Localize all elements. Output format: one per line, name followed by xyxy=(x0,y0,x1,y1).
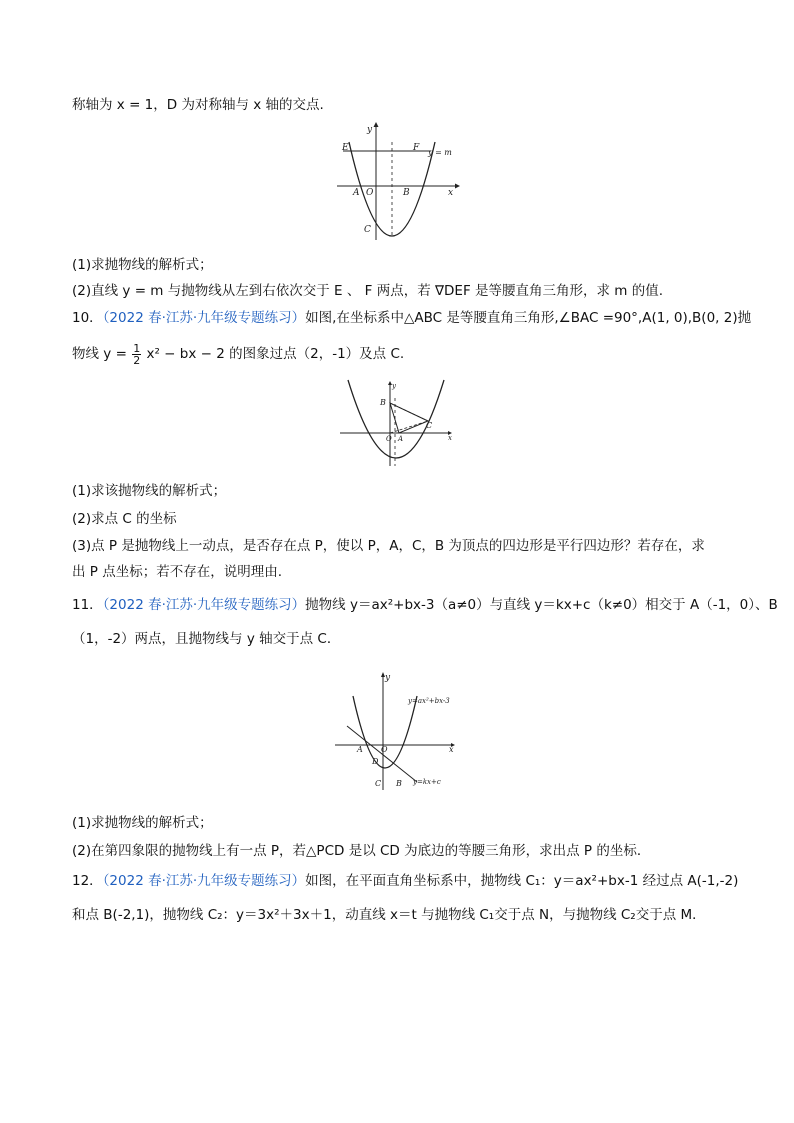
p10-figure xyxy=(338,378,458,468)
p9-label-line: y = m xyxy=(428,148,452,157)
p10-label-A: A xyxy=(398,435,404,443)
p9-label-F: F xyxy=(413,143,420,153)
p11-stem2: （1，-2）两点，且抛物线与 y 轴交于点 C． xyxy=(72,631,341,647)
p10-label-C: C xyxy=(426,421,433,430)
p11-q1: (1)求抛物线的解析式； xyxy=(72,815,213,831)
p11-label-parabola: y=ax²+bx-3 xyxy=(408,697,450,705)
p9-label-y: y xyxy=(367,125,373,135)
p9-label-E: E xyxy=(342,143,349,153)
p12-number: 12． xyxy=(72,873,103,889)
p10-stem-line1 xyxy=(72,309,751,327)
p11-q2: (2)在第四象限的抛物线上有一点 P，若△PCD 是以 CD 为底边的等腰三角形，求出点 P 的坐标． xyxy=(72,843,651,859)
p10-stem2b: x² − bx − 2 的图象过点（2，-1）及点 C. xyxy=(146,346,405,362)
p11-label-A: A xyxy=(357,745,363,754)
p10-q1: (1)求该抛物线的解析式； xyxy=(72,483,227,499)
p9-figure xyxy=(335,120,465,242)
p10-label-y: y xyxy=(392,382,396,390)
p9-q1: (1)求抛物线的解析式； xyxy=(72,257,213,273)
p10-stem1: 如图,在坐标系中△ABC 是等腰直角三角形,∠BAC =90°,A(1, 0),B(0, 2)抛 xyxy=(305,310,752,326)
p11-label-y: y xyxy=(385,673,391,683)
p9-label-x: x xyxy=(448,188,454,198)
p12-source: （2022 春·江苏·九年级专题练习） xyxy=(102,873,306,889)
p10-q3-line1: (3)点 P 是抛物线上一动点，是否存在点 P，使以 P，A，C，B 为顶点的四边形是平行四边形？若存在，求 xyxy=(72,538,705,554)
p10-q3-line2: 出 P 点坐标；若不存在，说明理由. xyxy=(72,564,283,580)
p11-figure xyxy=(333,668,463,793)
p10-parabola xyxy=(348,380,444,458)
p11-parabola xyxy=(353,696,417,768)
p11-number: 11． xyxy=(72,597,103,613)
p10-label-O: O xyxy=(386,435,392,443)
p10-q2: (2)求点 C 的坐标 xyxy=(72,511,177,527)
p10-fraction xyxy=(132,343,141,366)
p12-stem2: 和点 B(-2,1)，抛物线 C₂：y＝3x²＋3x＋1，动直线 x＝t 与抛物线 C₁交于点 N，与抛物线 C₂交于点 M． xyxy=(72,907,706,923)
p9-label-O: O xyxy=(366,188,374,198)
p11-source: （2022 春·江苏·九年级专题练习） xyxy=(102,597,306,613)
p11-stem-line1 xyxy=(72,596,778,614)
p10-label-B: B xyxy=(380,398,386,407)
p9-q2: (2)直线 y = m 与抛物线从左到右依次交于 E 、 F 两点，若 ∇DEF 是等腰直角三角形，求 m 的值. xyxy=(72,283,664,299)
p9-label-A: A xyxy=(353,188,360,198)
p11-label-line: y=kx+c xyxy=(413,778,441,786)
p10-frac-num: 1 xyxy=(133,341,141,355)
p9-label-B: B xyxy=(403,188,410,198)
p10-stem2a: 物线 y = xyxy=(72,346,127,362)
p10-frac-den: 2 xyxy=(133,353,141,367)
p11-label-C: C xyxy=(375,779,382,788)
p11-label-B: B xyxy=(396,779,402,788)
p11-label-D: D xyxy=(372,757,379,766)
p10-source: （2022 春·江苏·九年级专题练习） xyxy=(102,310,306,326)
p11-label-O: O xyxy=(381,745,388,754)
p10-stem-line2 xyxy=(72,342,404,366)
p10-number: 10． xyxy=(72,310,103,326)
p9-label-C: C xyxy=(364,225,371,235)
p11-stem1: 抛物线 y＝ax²+bx-3（a≠0）与直线 y＝kx+c（k≠0）相交于 A（-1，0）、B xyxy=(305,597,778,613)
p12-stem1: 如图，在平面直角坐标系中，抛物线 C₁：y＝ax²+bx-1 经过点 A(-1,-2) xyxy=(305,873,739,889)
p9-intro: 称轴为 x = 1，D 为对称轴与 x 轴的交点. xyxy=(72,97,324,113)
p12-stem-line1 xyxy=(72,872,738,890)
p10-label-x: x xyxy=(448,434,452,442)
p11-label-x: x xyxy=(449,745,454,754)
p10-dashed-bc xyxy=(390,403,428,421)
